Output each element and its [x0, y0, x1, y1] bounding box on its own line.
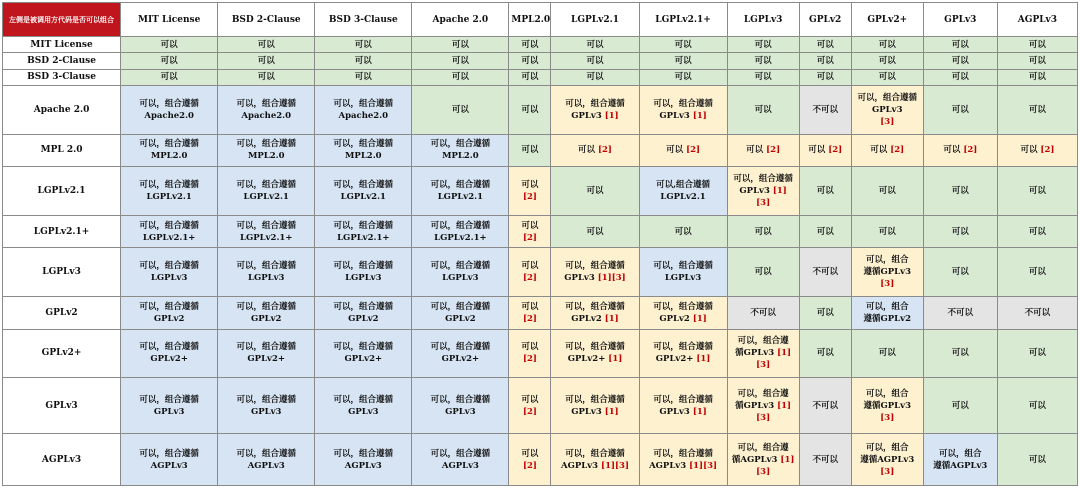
compat-cell: 不可以: [997, 297, 1077, 330]
compat-cell: 可以: [412, 69, 509, 85]
compat-cell: 可以，组合遵 循GPLv3 [1] [3]: [727, 378, 799, 434]
compat-cell: 可以: [639, 53, 727, 69]
compat-cell: 可以，组合遵循 LGPLv2.1: [315, 167, 412, 216]
compat-cell: 可以: [923, 167, 997, 216]
table-row: [3, 378, 1078, 434]
compat-cell: 可以，组合遵循 GPLv3 [1]: [639, 378, 727, 434]
column-header: AGPLv3: [997, 3, 1077, 37]
compat-cell: 可以，组合遵循 LGPLv3: [639, 248, 727, 297]
compat-cell: 可以，组合 遵循AGPLv3: [923, 434, 997, 486]
compat-cell: 可以，组合遵循 GPLv2+: [121, 329, 218, 378]
compat-cell: 可以，组合遵循 MPL2.0: [315, 134, 412, 167]
compat-cell: 可以，组合遵循 LGPLv2.1: [218, 167, 315, 216]
footnote-ref: [1]: [772, 185, 787, 196]
compat-cell: 可以: [509, 85, 551, 134]
compat-cell: 可以，组合遵循 GPLv2+: [412, 329, 509, 378]
compat-cell: 不可以: [799, 434, 851, 486]
compat-cell: 可以: [799, 297, 851, 330]
compat-cell: 可以: [799, 215, 851, 248]
footnote-ref: [2]: [890, 145, 905, 156]
footnote-ref: [1]: [777, 348, 792, 359]
column-header: MIT License: [121, 3, 218, 37]
footnote-ref: [2]: [522, 406, 537, 417]
compat-cell: 可以 [2]: [509, 248, 551, 297]
compat-cell: 可以，组合遵循 AGPLv3: [218, 434, 315, 486]
compat-cell: 可以，组合遵循 AGPLv3 [1][3]: [551, 434, 639, 486]
compat-cell: 可以，组合遵循 Apache2.0: [315, 85, 412, 134]
compat-cell: 可以 [2]: [509, 329, 551, 378]
footnote-ref: [1]: [780, 454, 795, 465]
compat-cell: 可以: [727, 215, 799, 248]
corner-header: 左侧是被调用方代码是否可以组合: [3, 3, 121, 37]
compat-cell: 可以: [923, 378, 997, 434]
compat-cell: 可以: [799, 329, 851, 378]
footnote-ref: [3]: [756, 197, 771, 208]
compat-cell: 可以: [639, 215, 727, 248]
compat-cell: 可以 [2]: [509, 215, 551, 248]
footnote-ref: [3]: [880, 466, 895, 477]
compat-cell: 可以: [851, 53, 923, 69]
compat-cell: 可以，组合遵循 GPLv3: [218, 378, 315, 434]
footnote-ref: [3]: [756, 360, 771, 371]
compat-cell: 可以，组合遵循 MPL2.0: [218, 134, 315, 167]
compat-cell: 可以 [2]: [551, 134, 639, 167]
table-row: [3, 215, 1078, 248]
compat-cell: 可以: [727, 85, 799, 134]
row-header: BSD 2-Clause: [3, 53, 121, 69]
compat-cell: 不可以: [923, 297, 997, 330]
compat-cell: 可以: [799, 37, 851, 53]
compat-cell: 可以，组合遵循 GPLv3 [1]: [551, 85, 639, 134]
compat-cell: 可以，组合 遵循GPLv3 [3]: [851, 378, 923, 434]
compat-cell: 可以，组合遵循 Apache2.0: [121, 85, 218, 134]
compat-cell: 可以: [923, 53, 997, 69]
column-header: LGPLv2.1+: [639, 3, 727, 37]
row-header: GPLv2: [3, 297, 121, 330]
compat-cell: 可以，组合遵循GPLv3 [1] [3]: [727, 167, 799, 216]
row-header: Apache 2.0: [3, 85, 121, 134]
compat-cell: 可以 [2]: [509, 167, 551, 216]
compat-cell: 可以: [997, 167, 1077, 216]
column-header: GPLv3: [923, 3, 997, 37]
compat-cell: 可以: [851, 167, 923, 216]
compat-cell: 可以: [997, 434, 1077, 486]
table-row: [3, 85, 1078, 134]
compat-cell: 可以: [799, 53, 851, 69]
compat-cell: 可以，组合遵循 AGPLv3: [121, 434, 218, 486]
compat-cell: 可以，组合遵循 GPLv3: [121, 378, 218, 434]
compat-cell: 可以，组合遵循 GPLv2: [315, 297, 412, 330]
footnote-ref: [1][3]: [601, 460, 629, 471]
table-row: [3, 37, 1078, 53]
compat-cell: 可以: [412, 85, 509, 134]
compat-cell: 可以: [923, 329, 997, 378]
footnote-ref: [3]: [756, 466, 771, 477]
compat-cell: 可以，组合遵循 LGPLv2.1: [412, 167, 509, 216]
compat-cell: 可以: [923, 85, 997, 134]
compat-cell: 可以，组合遵循 GPLv2: [412, 297, 509, 330]
compat-cell: 可以: [509, 53, 551, 69]
compat-cell: 可以，组合遵循 AGPLv3: [315, 434, 412, 486]
compat-cell: 可以，组合遵循 GPLv3 [1]: [551, 378, 639, 434]
compat-cell: 可以: [509, 69, 551, 85]
footnote-ref: [2]: [522, 354, 537, 365]
compat-cell: 可以: [218, 53, 315, 69]
compat-cell: 可以，组合遵循 GPLv3: [315, 378, 412, 434]
compat-cell: 可以: [851, 37, 923, 53]
compat-cell: 可以: [412, 53, 509, 69]
compat-cell: 可以: [727, 248, 799, 297]
compat-cell: 可以，组合遵循 LGPLv3: [315, 248, 412, 297]
compat-cell: 可以: [923, 248, 997, 297]
compat-cell: 可以: [997, 248, 1077, 297]
compat-cell: 可以 [2]: [639, 134, 727, 167]
compat-cell: 可以，组合遵循 GPLv2 [1]: [639, 297, 727, 330]
column-header: LGPLv3: [727, 3, 799, 37]
column-header: GPLv2+: [851, 3, 923, 37]
footnote-ref: [2]: [828, 145, 843, 156]
column-header: BSD 3-Clause: [315, 3, 412, 37]
column-header: LGPLv2.1: [551, 3, 639, 37]
compat-cell: 可以，组合遵循 GPLv2+: [218, 329, 315, 378]
compat-cell: 可以: [509, 37, 551, 53]
compat-cell: 可以: [997, 215, 1077, 248]
row-header: GPLv2+: [3, 329, 121, 378]
compat-cell: 可以，组合遵循 LGPLv3: [121, 248, 218, 297]
compat-cell: 可以: [997, 329, 1077, 378]
compat-cell: 可以: [923, 215, 997, 248]
footnote-ref: [1]: [696, 354, 711, 365]
header-row: [3, 3, 1078, 37]
row-header: GPLv3: [3, 378, 121, 434]
compat-cell: 可以，组合 遵循AGPLv3 [3]: [851, 434, 923, 486]
column-header: BSD 2-Clause: [218, 3, 315, 37]
footnote-ref: [1]: [604, 110, 619, 121]
table-row: [3, 329, 1078, 378]
footnote-ref: [2]: [686, 145, 701, 156]
compat-cell: 可以: [218, 69, 315, 85]
compat-cell: 可以: [121, 53, 218, 69]
row-header: LGPLv2.1+: [3, 215, 121, 248]
footnote-ref: [1]: [604, 313, 619, 324]
compat-cell: 可以 [2]: [509, 434, 551, 486]
footnote-ref: [1][3]: [597, 273, 626, 284]
table-row: [3, 53, 1078, 69]
compat-cell: 可以 [2]: [851, 134, 923, 167]
compat-cell: 可以，组合遵循 GPLv2+: [315, 329, 412, 378]
compat-cell: 可以: [997, 378, 1077, 434]
footnote-ref: [3]: [880, 116, 895, 127]
row-header: LGPLv2.1: [3, 167, 121, 216]
footnote-ref: [3]: [880, 279, 895, 290]
compat-cell: 可以，组合遵循 LGPLv2.1+: [218, 215, 315, 248]
footnote-ref: [2]: [598, 145, 612, 156]
compat-cell: 可以: [551, 53, 639, 69]
compat-cell: 可以 [2]: [727, 134, 799, 167]
compat-cell: 可以 [2]: [923, 134, 997, 167]
row-header: BSD 3-Clause: [3, 69, 121, 85]
column-header: MPL2.0: [509, 3, 551, 37]
compat-cell: 可以: [851, 215, 923, 248]
compat-cell: 可以: [727, 37, 799, 53]
compat-cell: 可以，组合遵循 GPLv3 [1][3]: [551, 248, 639, 297]
compat-cell: 可以，组合遵循 GPLv2+ [1]: [551, 329, 639, 378]
table-row: [3, 297, 1078, 330]
footnote-ref: [1]: [692, 110, 707, 121]
compat-cell: 可以，组合 遵循GPLv3 [3]: [851, 248, 923, 297]
row-header: LGPLv3: [3, 248, 121, 297]
footnote-ref: [2]: [522, 273, 537, 284]
compat-cell: 可以: [727, 69, 799, 85]
compat-cell: 可以: [997, 53, 1077, 69]
compat-cell: 可以，组合遵循 LGPLv3: [412, 248, 509, 297]
column-header: GPLv2: [799, 3, 851, 37]
compat-cell: 可以: [509, 134, 551, 167]
table-row: [3, 248, 1078, 297]
compat-cell: 可以: [639, 37, 727, 53]
license-compatibility-table: [2, 2, 1078, 486]
row-header: AGPLv3: [3, 434, 121, 486]
compat-cell: 可以，组合遵循 AGPLv3: [412, 434, 509, 486]
compat-cell: 可以，组合遵循GPLv3 [3]: [851, 85, 923, 134]
compat-cell: 可以，组合 遵循GPLv2: [851, 297, 923, 330]
footnote-ref: [3]: [880, 412, 895, 423]
compat-cell: 可以: [551, 37, 639, 53]
footnote-ref: [2]: [522, 232, 537, 243]
footnote-ref: [2]: [1040, 145, 1055, 156]
column-header: Apache 2.0: [412, 3, 509, 37]
footnote-ref: [1]: [608, 354, 623, 365]
compat-cell: 可以: [551, 69, 639, 85]
row-header: MPL 2.0: [3, 134, 121, 167]
compat-cell: 可以，组合遵循 LGPLv2.1+: [121, 215, 218, 248]
compat-cell: 不可以: [727, 297, 799, 330]
compat-cell: 可以，组合遵循 LGPLv2.1+: [412, 215, 509, 248]
footnote-ref: [1]: [692, 313, 707, 324]
footnote-ref: [2]: [766, 145, 781, 156]
compat-cell: 可以: [923, 37, 997, 53]
compat-cell: 可以 [2]: [509, 297, 551, 330]
compat-cell: 可以: [551, 215, 639, 248]
compat-cell: 可以: [997, 37, 1077, 53]
table-row: [3, 167, 1078, 216]
compat-cell: 可以: [315, 69, 412, 85]
compat-cell: 可以，组合遵循 Apache2.0: [218, 85, 315, 134]
table-row: [3, 69, 1078, 85]
compat-cell: 可以: [799, 167, 851, 216]
compat-cell: 可以，组合遵循 GPLv2: [218, 297, 315, 330]
footnote-ref: [1]: [777, 400, 792, 411]
compat-cell: 可以，组合遵循 LGPLv3: [218, 248, 315, 297]
compat-cell: 可以 [2]: [509, 378, 551, 434]
compat-cell: 可以,组合遵循 LGPLv2.1: [639, 167, 727, 216]
footnote-ref: [1]: [692, 406, 707, 417]
compat-cell: 可以，组合遵循 GPLv3: [412, 378, 509, 434]
table-body: [3, 37, 1078, 486]
footnote-ref: [2]: [522, 191, 537, 202]
compat-cell: 可以，组合遵循 GPLv2 [1]: [551, 297, 639, 330]
compat-cell: 不可以: [799, 378, 851, 434]
row-header: MIT License: [3, 37, 121, 53]
compat-cell: 可以，组合遵循 GPLv2+ [1]: [639, 329, 727, 378]
compat-cell: 可以，组合遵循 LGPLv2.1: [121, 167, 218, 216]
footnote-ref: [2]: [522, 460, 537, 471]
compat-cell: 可以: [551, 167, 639, 216]
compat-cell: 可以: [315, 37, 412, 53]
compat-cell: 不可以: [799, 85, 851, 134]
compat-cell: 可以: [412, 37, 509, 53]
table-row: [3, 134, 1078, 167]
compat-cell: 可以: [315, 53, 412, 69]
compat-cell: 可以 [2]: [997, 134, 1077, 167]
compat-cell: 可以: [997, 85, 1077, 134]
compat-cell: 可以: [639, 69, 727, 85]
compat-cell: 可以: [851, 69, 923, 85]
compat-cell: 可以，组合遵循 MPL2.0: [412, 134, 509, 167]
compat-cell: 可以，组合遵循 AGPLv3 [1][3]: [639, 434, 727, 486]
compat-cell: 可以: [923, 69, 997, 85]
compat-cell: 可以，组合遵循 LGPLv2.1+: [315, 215, 412, 248]
footnote-ref: [1]: [604, 406, 619, 417]
footnote-ref: [2]: [522, 313, 537, 324]
compat-cell: 可以，组合遵循 GPLv2: [121, 297, 218, 330]
compat-cell: 可以: [799, 69, 851, 85]
compat-cell: 可以，组合遵循 GPLv3 [1]: [639, 85, 727, 134]
compat-cell: 可以: [997, 69, 1077, 85]
footnote-ref: [2]: [963, 145, 978, 156]
compat-cell: 可以: [218, 37, 315, 53]
footnote-ref: [1][3]: [689, 460, 718, 471]
footnote-ref: [3]: [756, 412, 771, 423]
compat-cell: 可以: [121, 37, 218, 53]
compat-cell: 可以，组合遵 循AGPLv3 [1] [3]: [727, 434, 799, 486]
compat-cell: 可以，组合遵 循GPLv3 [1] [3]: [727, 329, 799, 378]
table-row: [3, 434, 1078, 486]
compat-cell: 可以，组合遵循 MPL2.0: [121, 134, 218, 167]
compat-cell: 可以: [727, 53, 799, 69]
compat-cell: 可以: [121, 69, 218, 85]
compat-cell: 不可以: [799, 248, 851, 297]
compat-cell: 可以 [2]: [799, 134, 851, 167]
compat-cell: 可以: [851, 329, 923, 378]
